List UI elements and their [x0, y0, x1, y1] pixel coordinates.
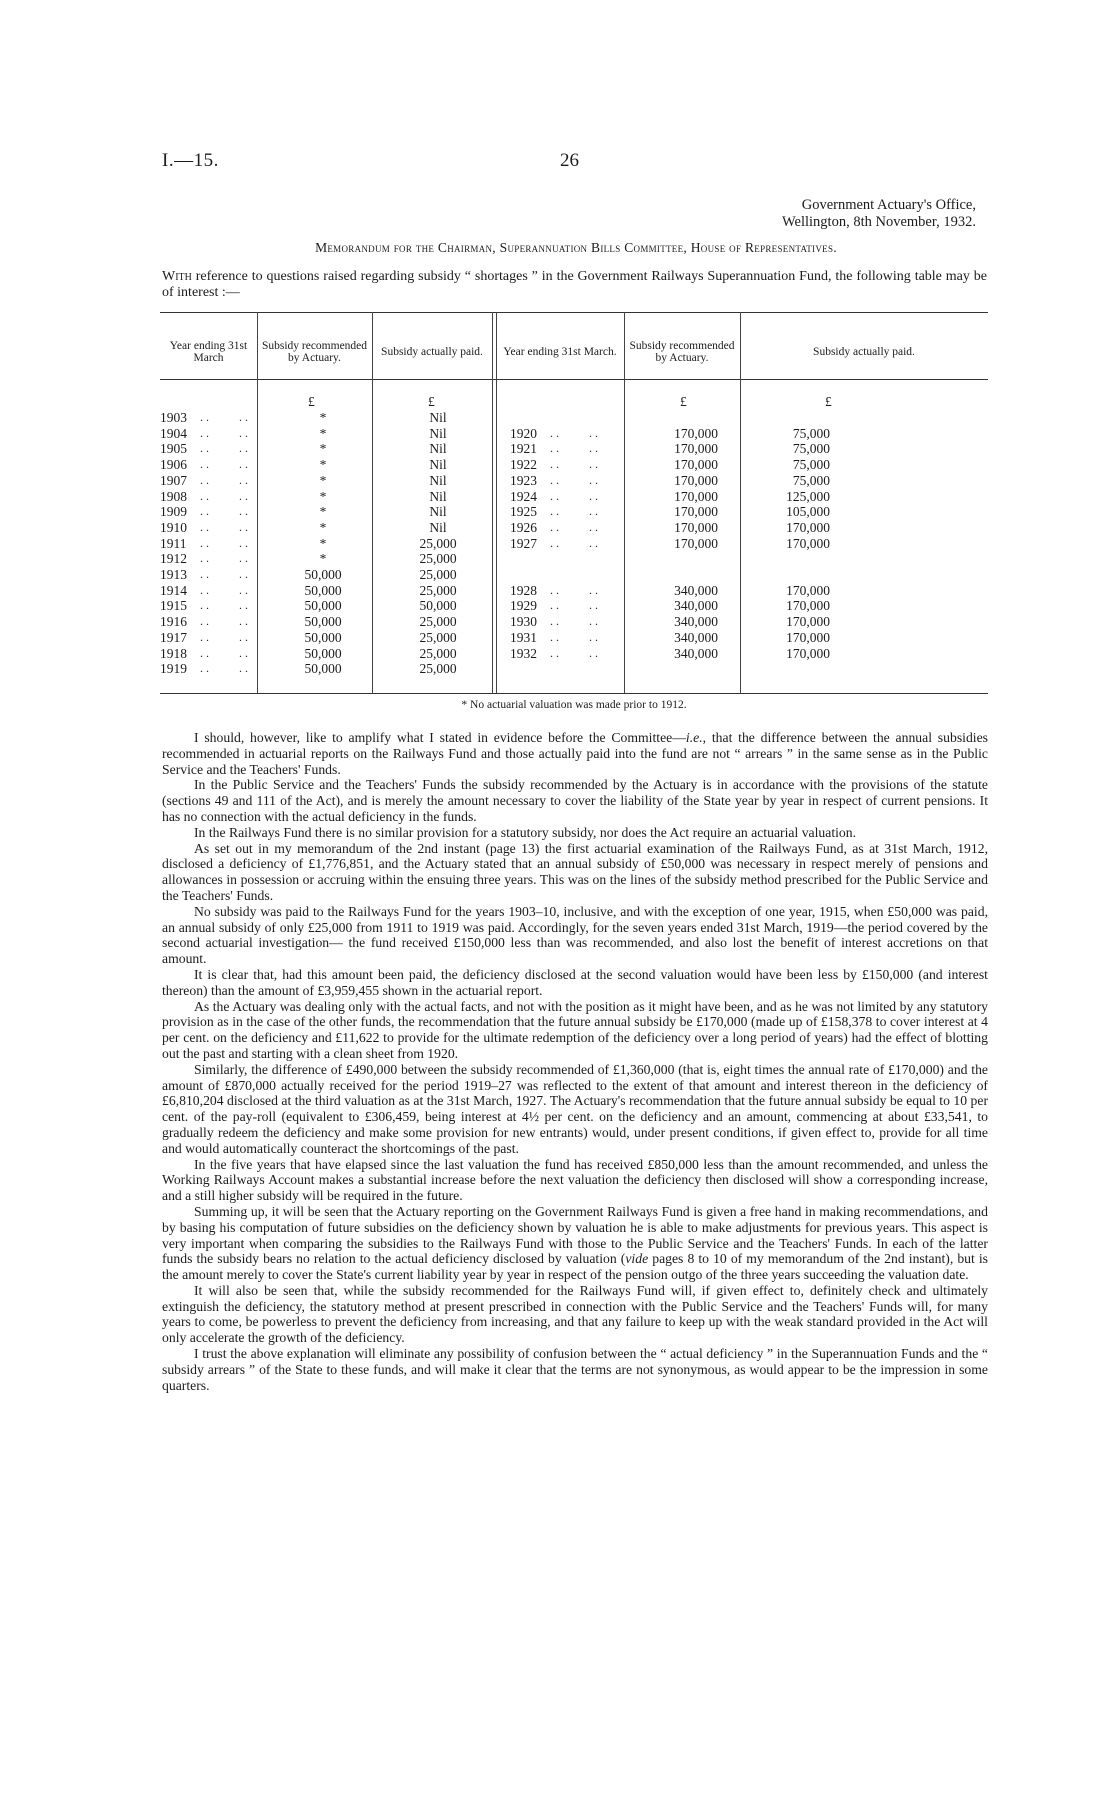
dots-leader: . . . .	[550, 488, 598, 503]
year-cell: 1906	[160, 457, 187, 473]
recommended-cell: *	[319, 535, 327, 551]
year-cell: 1916	[160, 614, 187, 630]
recommended-cell-2: 170,000	[674, 488, 718, 504]
recommended-cell: *	[319, 410, 327, 425]
year-cell-2: 1928	[510, 582, 537, 598]
paid-cell-2: 125,000	[786, 488, 830, 504]
recommended-cell: 50,000	[304, 661, 342, 677]
paragraph: No subsidy was paid to the Railways Fund for the years 1903–10, inclusive, and with the exception of one year, 1915, when £50,000 was paid, an annual subsidy of only £25,000 from 1911 to 1919 was paid. Accordingly, for the seven years ended 31st March, 1919—the period covered by the second actuarial investigation— the fund received £150,000 less than was recommended, and also lost the benefit of interest accretions on that amount.	[162, 903, 988, 967]
year-cell: 1914	[160, 582, 187, 598]
year-cell-2: 1923	[510, 472, 537, 488]
paid-cell-2: 75,000	[792, 425, 830, 441]
year-cell: 1913	[160, 567, 187, 582]
paragraph: Similarly, the difference of £490,000 between the subsidy recommended of £1,360,000 (that is, eight times the annual rate of £170,000) and the amount of £870,000 actually received for the period 1919–27 was reflected to the extent of that amount and interest thereon in the deficiency of £6,810,204 disclosed at the third valuation as at the 31st March, 1927. The Actuary's recommendation that the future annual subsidy be equal to 10 per cent. of the pay-roll (equivalent to £306,459, being interest at 4½ per cent. on the deficiency and an amount, commencing at about £33,541, to gradually redeem the deficiency and make some provision for new entrants) would, under present conditions, if given effect to, provide for all time and would automatically counteract the shortcomings of the past.	[162, 1061, 988, 1156]
paid-cell: Nil	[429, 441, 447, 457]
year-cell-2: 1926	[510, 519, 537, 535]
recommended-cell-2: 340,000	[674, 629, 718, 645]
paid-cell-2: 170,000	[786, 598, 830, 614]
dots-leader: . . . .	[200, 425, 248, 440]
year-cell: 1910	[160, 519, 187, 535]
recommended-cell-2: 170,000	[674, 425, 718, 441]
year-cell: 1919	[160, 661, 187, 677]
paid-cell-2: 170,000	[786, 535, 830, 551]
paid-cell: 25,000	[419, 582, 457, 598]
paid-cell: 25,000	[419, 551, 457, 567]
currency-symbol: £	[428, 394, 435, 409]
year-cell-2: 1925	[510, 504, 537, 520]
dots-leader: . . . .	[550, 519, 598, 534]
recommended-cell: *	[319, 472, 327, 488]
paid-cell-2: 170,000	[786, 582, 830, 598]
recommended-cell-2: 170,000	[674, 504, 718, 520]
year-cell: 1917	[160, 629, 187, 645]
dots-leader: . . . .	[200, 582, 248, 597]
dots-leader: . . . .	[550, 645, 598, 660]
year-cell-2: 1929	[510, 598, 537, 614]
header-paid: Subsidy actually paid.	[381, 345, 483, 358]
dots-leader: . . . .	[550, 504, 598, 519]
paragraph: In the five years that have elapsed since the last valuation the fund has received £850,000 less than the amount recommended, and unless the Working Railways Account makes a substantial increase before the next valuation the deficiency then disclosed will show a corresponding increase, and a still higher subsidy will be required in the future.	[162, 1156, 988, 1204]
year-cell: 1905	[160, 441, 187, 457]
table-footnote: * No actuarial valuation was made prior to 1912.	[461, 699, 687, 711]
dots-leader: . . . .	[200, 551, 248, 566]
paragraph: It is clear that, had this amount been paid, the deficiency disclosed at the second valuation would have been less by £150,000 (and interest thereon) than the amount of £3,959,455 shown in the actuarial report.	[162, 966, 988, 998]
dots-leader: . . . .	[200, 614, 248, 629]
paragraph	[162, 1204, 988, 1283]
dots-leader: . . . .	[550, 472, 598, 487]
recommended-cell: 50,000	[304, 645, 342, 661]
recommended-cell: *	[319, 551, 327, 567]
dots-leader: . . . .	[200, 519, 248, 534]
paid-cell: Nil	[429, 504, 447, 520]
intro-text: reference to questions raised regarding subsidy “ shortages ” in the Government Railways Superannuation Fund, the following table may be of interest :—	[162, 269, 987, 300]
recommended-cell: *	[319, 504, 327, 520]
paragraph: As the Actuary was dealing only with the actual facts, and not with the position as it might have been, and as he was not limited by any statutory provision as in the case of the other funds, the recommendation that the future annual subsidy be £170,000 (made up of £158,378 to cover interest at 4 per cent. on the deficiency and £11,622 to provide for the ultimate redemption of the deficiency over a long period of years) had the effect of blotting out the past and starting with a clean sheet from 1920.	[162, 998, 988, 1061]
paragraph-text: I should, however, like to amplify what I stated in evidence before the Committee—	[194, 730, 686, 745]
year-cell: 1907	[160, 472, 187, 488]
paid-cell: 25,000	[419, 645, 457, 661]
page-reference: I.—15.	[162, 150, 219, 171]
dots-leader: . . . .	[200, 441, 248, 456]
recommended-cell-2: 170,000	[674, 472, 718, 488]
year-cell-2: 1922	[510, 457, 537, 473]
dots-leader: . . . .	[550, 457, 598, 472]
dots-leader: . . . .	[200, 457, 248, 472]
currency-symbol: £	[308, 394, 315, 409]
paid-cell: 25,000	[419, 629, 457, 645]
header-paid-2: Subsidy actually paid.	[813, 345, 915, 358]
recommended-cell-2: 170,000	[674, 519, 718, 535]
recommended-cell: 50,000	[304, 598, 342, 614]
year-cell-2: 1927	[510, 535, 537, 551]
header-recommended: Subsidy recommended by Actuary.	[261, 339, 368, 364]
paid-cell-2: 75,000	[792, 457, 830, 473]
recommended-cell: *	[319, 457, 327, 473]
paragraph: I trust the above explanation will eliminate any possibility of confusion between the “ actual deficiency ” in the Superannuation Funds and the “ subsidy arrears ” of the State to these funds, and will make it clear that the terms are not synonymous, as would appear to be the impression in some quarters.	[162, 1346, 988, 1393]
year-cell: 1912	[160, 551, 187, 567]
dots-leader: . . . .	[550, 629, 598, 644]
currency-symbol: £	[680, 394, 687, 409]
dots-leader: . . . .	[200, 410, 248, 424]
table-top-rule	[160, 312, 988, 313]
recommended-cell: *	[319, 488, 327, 504]
recommended-cell: 50,000	[304, 582, 342, 598]
year-cell: 1908	[160, 488, 187, 504]
paid-cell-2: 170,000	[786, 645, 830, 661]
recommended-cell: *	[319, 425, 327, 441]
recommended-cell: 50,000	[304, 614, 342, 630]
paid-cell: Nil	[429, 519, 447, 535]
recommended-cell-2: 170,000	[674, 535, 718, 551]
paragraph-text: pages 8 to 10 of my memorandum of the 2nd instant), but is the amount merely to cover the State's current liability year by year in respect of the pension outgo of the three years succeeding the valuation date.	[162, 1251, 989, 1283]
dots-leader: . . . .	[550, 535, 598, 550]
paragraph-text: Summing up, it will be seen that the Actuary reporting on the Government Railways Fund is given a free hand in making recommendations, and by basing his computation of future subsidies on the deficiency shown by valuation he is able to make adjustments for previous years. This aspect is very important when comparing the subsidies to the Railways Fund with those to the Public Service and the Teachers' Funds. In each of the latter funds the subsidy bears no relation to the actual deficiency disclosed by valuation (	[162, 1203, 988, 1267]
office-line-2: Wellington, 8th November, 1932.	[782, 214, 976, 230]
paid-cell-2: 105,000	[786, 504, 830, 520]
paragraph: In the Public Service and the Teachers' Funds the subsidy recommended by the Actuary is in accordance with the provisions of the statute (sections 49 and 111 of the Act), and is merely the amount necessary to cover the liability of the State year by year in respect of current pensions. It has no connection with the actual deficiency in the funds.	[162, 777, 988, 824]
paragraph: As set out in my memorandum of the 2nd instant (page 13) the first actuarial examination of the Railways Fund, as at 31st March, 1912, disclosed a deficiency of £1,776,851, and the Actuary stated that an annual subsidy of £50,000 was necessary in respect merely of pensions and allowances in possession or accruing within the ensuing three years. This was on the lines of the subsidy method prescribed for the Public Service and the Teachers' Funds.	[162, 840, 988, 903]
year-cell: 1904	[160, 425, 187, 441]
recommended-cell: 50,000	[304, 567, 342, 582]
year-cell-2: 1921	[510, 441, 537, 457]
currency-symbol: £	[825, 394, 832, 409]
paid-cell-2: 170,000	[786, 629, 830, 645]
dots-leader: . . . .	[200, 598, 248, 613]
memo-body	[162, 730, 988, 1393]
paid-cell-2: 75,000	[792, 472, 830, 488]
recommended-cell-2: 170,000	[674, 457, 718, 473]
paragraph: In the Railways Fund there is no similar provision for a statutory subsidy, nor does the Act require an actuarial valuation.	[194, 824, 857, 840]
intro-paragraph	[162, 269, 987, 300]
recommended-cell-2: 340,000	[674, 614, 718, 630]
paid-cell: Nil	[429, 457, 447, 473]
year-cell: 1909	[160, 504, 187, 520]
page-number: 26	[560, 150, 579, 171]
paid-cell-2: 170,000	[786, 614, 830, 630]
paragraph: It will also be seen that, while the subsidy recommended for the Railways Fund will, if given effect to, definitely check and ultimately extinguish the deficiency, the statutory method at present prescribed in connection with the Public Service and the Teachers' Funds will, for many years to come, be powerless to prevent the deficiency from increasing, and that any failure to keep up with the weak standard provided in the Act will only accelerate the growth of the deficiency.	[162, 1282, 988, 1346]
memo-title: Memorandum for the Chairman, Superannuation Bills Committee, House of Representatives.	[315, 240, 837, 255]
table-bottom-rule	[160, 693, 988, 694]
dots-leader: . . . .	[200, 629, 248, 644]
dots-leader: . . . .	[200, 567, 248, 581]
dots-leader: . . . .	[550, 614, 598, 629]
year-cell: 1911	[160, 535, 187, 551]
dots-leader: . . . .	[200, 645, 248, 660]
year-cell-2: 1931	[510, 629, 537, 645]
recommended-cell-2: 340,000	[674, 598, 718, 614]
header-year: Year ending 31st March	[169, 339, 248, 364]
recommended-cell: 50,000	[304, 629, 342, 645]
recommended-cell: *	[319, 441, 327, 457]
paid-cell-2: 170,000	[786, 519, 830, 535]
office-address	[640, 197, 976, 231]
dots-leader: . . . .	[200, 472, 248, 487]
recommended-cell-2: 340,000	[674, 645, 718, 661]
paid-cell: 25,000	[419, 567, 457, 582]
recommended-cell: *	[319, 519, 327, 535]
intro-lead: With	[162, 269, 192, 284]
dots-leader: . . . .	[200, 661, 248, 676]
paid-cell: Nil	[429, 488, 447, 504]
paid-cell: Nil	[429, 410, 447, 425]
recommended-cell-2: 170,000	[674, 441, 718, 457]
dots-leader: . . . .	[550, 582, 598, 597]
italic-term: i.e.	[685, 730, 703, 745]
office-line-1: Government Actuary's Office,	[801, 197, 976, 213]
year-cell: 1915	[160, 598, 187, 614]
header-year-2: Year ending 31st March.	[503, 345, 617, 358]
paid-cell: Nil	[429, 425, 447, 441]
table-header-rule	[160, 379, 988, 380]
dots-leader: . . . .	[200, 504, 248, 519]
paid-cell: 25,000	[419, 614, 457, 630]
recommended-cell-2: 340,000	[674, 582, 718, 598]
paid-cell: 25,000	[419, 535, 457, 551]
paid-cell: Nil	[429, 472, 447, 488]
paid-cell: 50,000	[419, 598, 457, 614]
year-cell: 1918	[160, 645, 187, 661]
dots-leader: . . . .	[200, 535, 248, 550]
dots-leader: . . . .	[200, 488, 248, 503]
paid-cell-2: 75,000	[792, 441, 830, 457]
year-cell-2: 1924	[510, 488, 537, 504]
dots-leader: . . . .	[550, 598, 598, 613]
dots-leader: . . . .	[550, 425, 598, 440]
paid-cell: 25,000	[419, 661, 457, 677]
italic-term: vide	[625, 1251, 649, 1267]
year-cell-2: 1932	[510, 645, 537, 661]
paragraph-text: , that the difference between the annual subsidies recommended in actuarial reports on the Railways Fund and those actually paid into the fund are not “ arrears ” in the same sense as in the Public Service and the Teachers' Funds.	[162, 730, 988, 777]
paragraph	[162, 730, 988, 777]
dots-leader: . . . .	[550, 441, 598, 456]
year-cell-2: 1930	[510, 614, 537, 630]
subsidy-table	[160, 312, 988, 711]
year-cell-2: 1920	[510, 425, 537, 441]
year-cell: 1903	[160, 410, 187, 425]
header-recommended-2: Subsidy recommended by Actuary.	[629, 339, 735, 364]
